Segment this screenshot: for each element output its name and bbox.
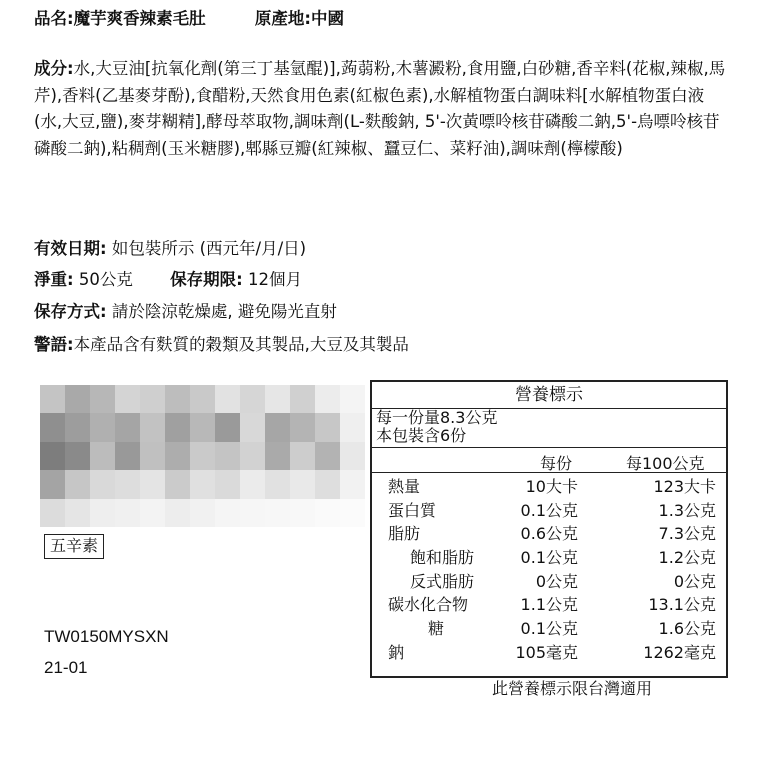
nutrient-name: 反式脂肪: [410, 571, 475, 591]
weight-line: [34, 269, 302, 291]
warning-line: [34, 334, 409, 356]
shelf-label: 保存期限:: [170, 270, 243, 289]
nutrient-name: 飽和脂肪: [410, 548, 475, 568]
ingredients-paragraph: [34, 56, 730, 162]
serving-info: [372, 409, 726, 448]
warning-value: 本產品含有麩質的穀類及其製品,大豆及其製品: [73, 335, 409, 354]
col-per-100g: 每100公克: [626, 454, 705, 473]
expiry-value: 如包裝所示 (西元年/月/日): [111, 239, 307, 258]
origin-value: 中國: [310, 9, 344, 28]
nutrient-per-serving: 0.1公克: [520, 619, 578, 639]
nutrition-row: [372, 499, 726, 523]
weight-label: 淨重:: [34, 270, 74, 289]
product-name-value: 魔芋爽香辣素毛肚: [73, 9, 206, 28]
nutrient-per-100g: 1262毫克: [643, 642, 716, 662]
nutrient-per-100g: 1.3公克: [658, 500, 716, 520]
nutrient-name: 碳水化合物: [388, 595, 469, 615]
weight-value: 50公克: [78, 270, 133, 289]
expiry-line: [34, 238, 306, 260]
nutrition-row: [372, 522, 726, 546]
pixelated-redaction: [40, 385, 365, 527]
storage-label: 保存方式:: [34, 302, 107, 321]
nutrition-table: [370, 380, 728, 678]
expiry-label: 有效日期:: [34, 239, 107, 258]
batch-code: 21-01: [44, 658, 88, 677]
nutrient-per-100g: 1.6公克: [658, 619, 716, 639]
nutrition-row: [372, 546, 726, 570]
nutrient-name: 脂肪: [388, 524, 421, 544]
ingredients-text: 水,大豆油[抗氧化劑(第三丁基氫醌)],蒟蒻粉,木薯澱粉,食用鹽,白砂糖,香辛料(花椒,辣椒,馬芹),香料(乙基麥芽酚),食醋粉,天然食用色素(紅椒色素),水解植物蛋白調味料[水解植物蛋白液(水,大豆,鹽),麥芽糊精],酵母萃取物,調味劑(L-麩酸鈉, 5'-次黃嘌呤核苷磷酸二鈉,5'-烏嘌呤核苷磷酸二鈉),粘稠劑(玉米糖膠),郫縣豆瓣(紅辣椒、蠶豆仁、菜籽油),調味劑(檸檬酸): [34, 59, 726, 158]
nutrient-name: 糖: [428, 619, 445, 639]
five-pungent-tag: 五辛素: [44, 534, 104, 559]
nutrition-row: [372, 475, 726, 499]
serving-size: 每一份量8.3公克: [376, 408, 498, 427]
warning-label: 警語:: [34, 335, 74, 354]
servings-per-pack: 本包裝含6份: [376, 426, 467, 445]
nutrition-row: [372, 641, 726, 665]
product-name-label: 品名:: [34, 9, 74, 28]
col-per-serving: 每份: [540, 454, 573, 473]
product-line: [34, 8, 344, 30]
origin-label: 原產地:: [254, 9, 311, 28]
nutrient-per-100g: 13.1公克: [648, 595, 716, 615]
ingredients-label: 成分:: [34, 59, 74, 78]
nutrient-name: 熱量: [388, 477, 421, 496]
nutrition-header-row: [372, 448, 726, 473]
nutrient-per-serving: 0.1公克: [520, 500, 578, 520]
nutrition-rows: [372, 473, 726, 665]
product-code: TW0150MYSXN: [44, 627, 169, 646]
nutrient-name: 鈉: [388, 642, 405, 662]
nutrient-per-serving: 1.1公克: [520, 595, 578, 615]
nutrient-per-serving: 10大卡: [525, 477, 578, 496]
nutrient-per-100g: 7.3公克: [658, 524, 716, 544]
nutrition-footnote: 此營養標示限台灣適用: [492, 679, 653, 698]
nutrient-per-100g: 1.2公克: [658, 548, 716, 568]
nutrition-row: [372, 570, 726, 594]
shelf-value: 12個月: [247, 270, 302, 289]
nutrient-per-serving: 105毫克: [515, 642, 578, 662]
nutrition-title: 營養標示: [372, 382, 726, 409]
storage-line: [34, 301, 337, 323]
storage-value: 請於陰涼乾燥處, 避免陽光直射: [111, 302, 337, 321]
nutrient-per-serving: 0.6公克: [520, 524, 578, 544]
nutrient-name: 蛋白質: [388, 500, 437, 520]
nutrient-per-100g: 123大卡: [653, 477, 716, 496]
nutrition-row: [372, 593, 726, 617]
nutrient-per-serving: 0.1公克: [520, 548, 578, 568]
nutrient-per-100g: 0公克: [673, 571, 716, 591]
nutrient-per-serving: 0公克: [535, 571, 578, 591]
nutrition-row: [372, 617, 726, 641]
